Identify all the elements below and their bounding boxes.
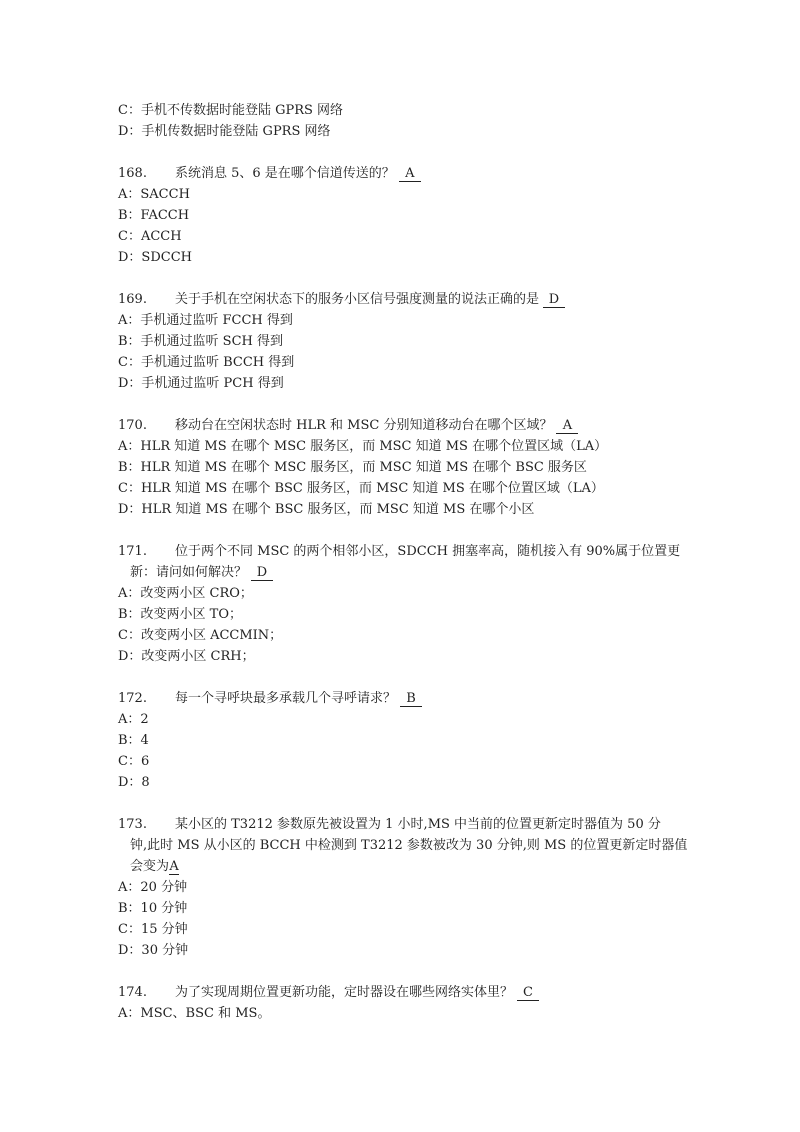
question-174	[118, 982, 688, 1024]
question-number: 170.	[118, 418, 147, 433]
question-text: 某小区的 T3212 参数原先被设置为 1 小时,MS 中当前的位置更新定时器值为 50 分	[175, 817, 661, 832]
option: C：ACCH	[118, 229, 182, 244]
answer: A	[399, 167, 421, 182]
question-text: 系统消息 5、6 是在哪个信道传送的？	[175, 166, 395, 181]
option: C：改变两小区 ACCMIN；	[118, 628, 283, 643]
option: A：手机通过监听 FCCH 得到	[118, 313, 293, 328]
question-173	[118, 814, 688, 961]
question-text-continued: 钟,此时 MS 从小区的 BCCH 中检测到 T3212 参数被改为 30 分钟,则 MS 的位置更新定时器值	[130, 838, 688, 853]
question-text: 位于两个不同 MSC 的两个相邻小区，SDCCH 拥塞率高，随机接入有 90%属于位置更	[175, 544, 681, 559]
option: B：HLR 知道 MS 在哪个 MSC 服务区，而 MSC 知道 MS 在哪个 BSC 服务区	[118, 460, 587, 475]
option: C：手机通过监听 BCCH 得到	[118, 355, 295, 370]
option: A：HLR 知道 MS 在哪个 MSC 服务区，而 MSC 知道 MS 在哪个位置区域（LA）	[118, 439, 608, 454]
option: D：手机通过监听 PCH 得到	[118, 376, 284, 391]
answer: B	[400, 692, 422, 707]
question-text: 每一个寻呼块最多承载几个寻呼请求？	[175, 691, 397, 706]
question-172	[118, 688, 688, 793]
answer: A	[169, 859, 179, 874]
option: D：HLR 知道 MS 在哪个 BSC 服务区，而 MSC 知道 MS 在哪个小区	[118, 502, 535, 517]
answer: C	[517, 986, 539, 1001]
option: D：8	[118, 775, 150, 790]
question-number: 169.	[118, 292, 147, 307]
question-number: 174.	[118, 985, 147, 1000]
question-text-continued: 新：请问如何解决？	[130, 565, 248, 580]
question-number: 172.	[118, 691, 147, 706]
option: B：手机通过监听 SCH 得到	[118, 334, 284, 349]
question-text-continued: 会变为	[130, 859, 170, 874]
option: D：30 分钟	[118, 943, 189, 958]
option: A：SACCH	[118, 187, 190, 202]
answer: D	[543, 293, 565, 308]
question-text: 为了实现周期位置更新功能，定时器设在哪些网络实体里？	[175, 985, 514, 1000]
question-168	[118, 163, 688, 268]
option: A：改变两小区 CRO；	[118, 586, 253, 601]
question-number: 171.	[118, 544, 147, 559]
option: B：4	[118, 733, 149, 748]
option: A：2	[118, 712, 149, 727]
question-number: 173.	[118, 817, 147, 832]
option: C：6	[118, 754, 150, 769]
option: C：15 分钟	[118, 922, 188, 937]
answer: A	[556, 419, 578, 434]
option: C：HLR 知道 MS 在哪个 BSC 服务区，而 MSC 知道 MS 在哪个位置区域（LA）	[118, 481, 604, 496]
option: A：20 分钟	[118, 880, 188, 895]
option: B：改变两小区 TO；	[118, 607, 243, 622]
option: A：MSC、BSC 和 MS。	[118, 1006, 271, 1021]
option: D：SDCCH	[118, 250, 192, 265]
document-page	[118, 100, 688, 1045]
question-169	[118, 289, 688, 394]
option: B：10 分钟	[118, 901, 188, 916]
previous-question-options	[118, 100, 688, 142]
question-170	[118, 415, 688, 520]
question-number: 168.	[118, 166, 147, 181]
option: D：改变两小区 CRH；	[118, 649, 255, 664]
question-text: 关于手机在空闲状态下的服务小区信号强度测量的说法正确的是	[175, 292, 540, 307]
option: C：手机不传数据时能登陆 GPRS 网络	[118, 103, 344, 118]
question-171	[118, 541, 688, 667]
option: D：手机传数据时能登陆 GPRS 网络	[118, 124, 331, 139]
answer: D	[251, 566, 273, 581]
question-text: 移动台在空闲状态时 HLR 和 MSC 分别知道移动台在哪个区域？	[175, 418, 553, 433]
option: B：FACCH	[118, 208, 190, 223]
